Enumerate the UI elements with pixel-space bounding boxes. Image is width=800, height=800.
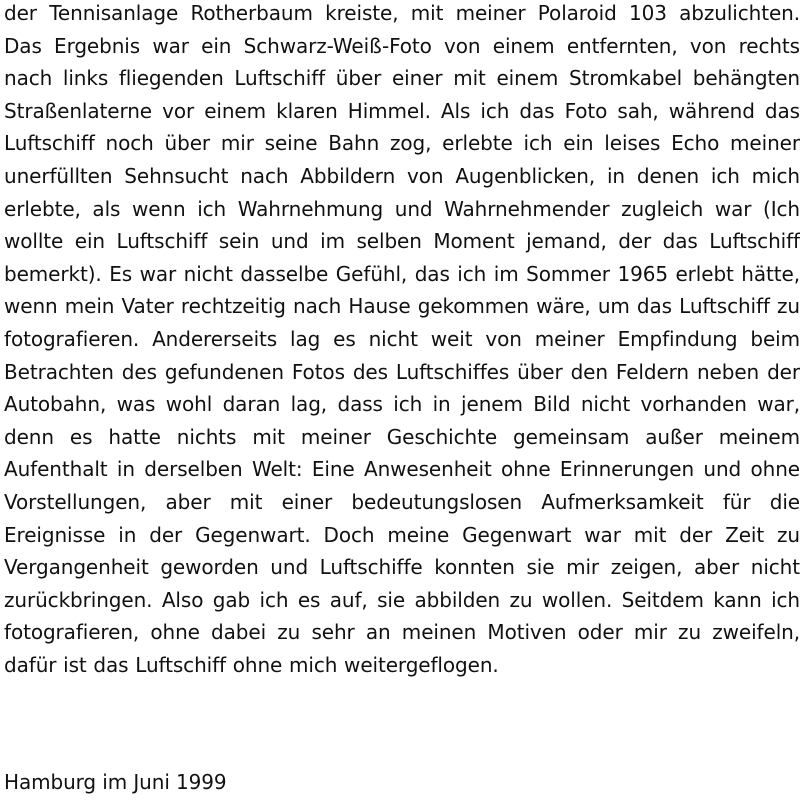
body-paragraph: der Tennisanlage Rotherbaum kreiste, mit meiner Polaroid 103 abzulichten. Das Ergebnis war ein Schwarz-Weiß-Foto von einem entfernten, von rechts nach links fliegenden Luftschiff über einer mit einem Stromkabel behängten Straßenlaterne vor einem klaren Himmel. Als ich das Foto sah, während das Luftschiff noch über mir seine Bahn zog, erlebte ich ein leises Echo meiner unerfüllten Sehnsucht nach Abbildern von Augenblicken, in denen ich mich erlebte, als wenn ich Wahrnehmung und Wahrnehmender zugleich war (Ich wollte ein Luftschiff sein und im selben Moment jemand, der das Luftschiff bemerkt). Es war nicht dasselbe Gefühl, das ich im Sommer 1965 erlebt hätte, wenn mein Vater rechtzeitig nach Hause gekommen wäre, um das Luftschiff zu fotografieren. Andererseits lag es nicht weit von meiner Empfindung beim Betrachten des gefundenen Fotos des Luftschiffes über den Feldern neben der Autobahn, was wohl daran lag, dass ich in jenem Bild nicht vorhanden war, denn es hatte nichts mit meiner Geschichte gemeinsam außer meinem Aufenthalt in derselben Welt: Eine Anwesenheit ohne Erinnerungen und ohne Vorstellungen, aber mit einer bedeutungslosen Aufmerksamkeit für die Ereignisse in der Gegenwart. Doch meine Gegenwart war mit der Zeit zu Vergangenheit geworden und Luftschiffe konnten sie mir zeigen, aber nicht zurückbringen. Also gab ich es auf, sie abbilden zu wollen. Seitdem kann ich fotografieren, ohne dabei zu sehr an meinen Motiven oder mir zu zweifeln, dafür ist das Luftschiff ohne mich weitergeflogen. — [4, 1, 800, 677]
place-date-line: Hamburg im Juni 1999 — [4, 770, 227, 794]
